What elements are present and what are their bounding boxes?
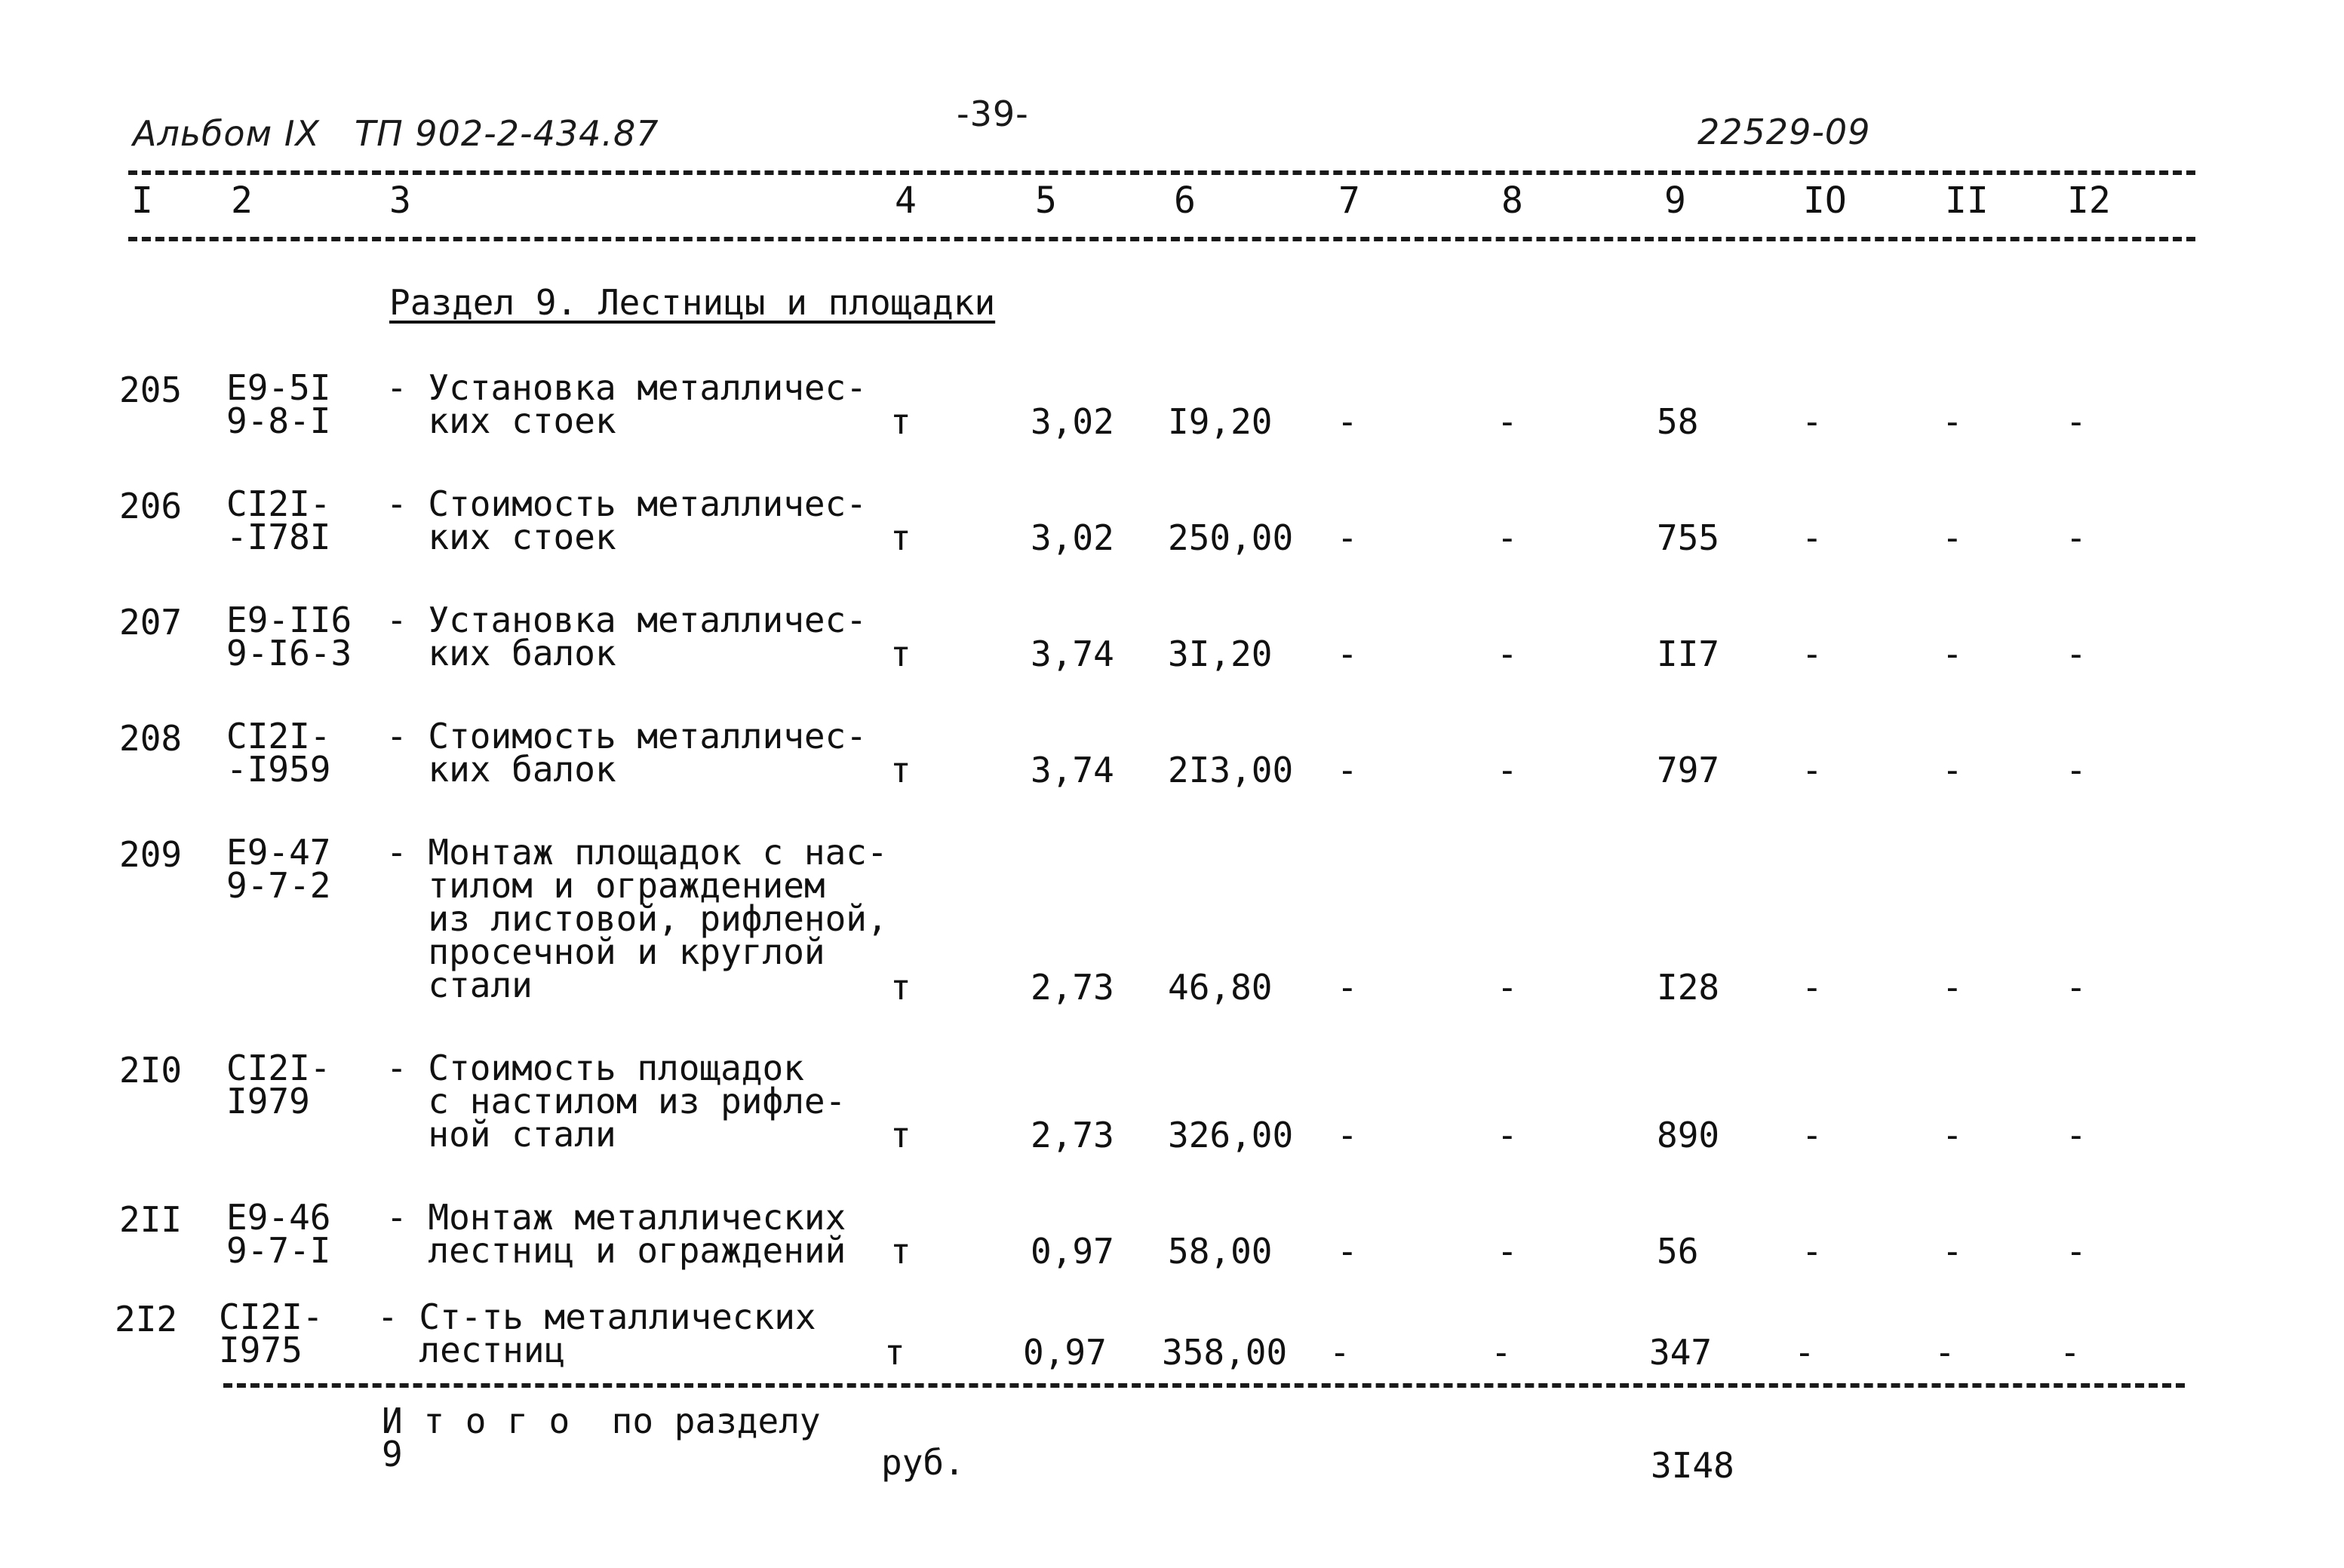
col-12-value: -: [2060, 1332, 2081, 1373]
total-cost: 797: [1657, 750, 1720, 790]
column-header: 2: [231, 180, 253, 222]
col-12-value: -: [2066, 1115, 2087, 1155]
norm-code: СI2I- -I78I: [226, 483, 331, 557]
row-number: 206: [119, 486, 183, 526]
col-8-value: -: [1497, 517, 1518, 558]
col-10-value: -: [1802, 1231, 1823, 1272]
col-10-value: -: [1802, 967, 1823, 1008]
quantity: 3,74: [1031, 634, 1114, 674]
norm-code: Е9-II6 9-I6-3: [226, 600, 352, 674]
col-11-value: -: [1942, 967, 1963, 1008]
col-11-value: -: [1942, 750, 1963, 790]
total-cost: 347: [1649, 1332, 1713, 1373]
section-title: Раздел 9. Лестницы и площадки: [389, 282, 996, 323]
total-unit: руб.: [881, 1442, 965, 1483]
unit: т: [890, 634, 911, 674]
col-12-value: -: [2066, 967, 2087, 1008]
col-8-value: -: [1497, 750, 1518, 790]
unit-price: 46,80: [1168, 967, 1273, 1008]
col-11-value: -: [1942, 517, 1963, 558]
col-12-value: -: [2066, 750, 2087, 790]
unit: т: [890, 1231, 911, 1272]
col-12-value: -: [2066, 634, 2087, 674]
total-rule: [223, 1383, 2185, 1388]
work-description: - Стоимость металличес- ких стоек: [386, 483, 867, 557]
unit-price: 2I3,00: [1168, 750, 1294, 790]
total-cost: 755: [1657, 517, 1720, 558]
col-10-value: -: [1802, 634, 1823, 674]
unit: т: [890, 401, 911, 442]
column-header: 6: [1174, 180, 1196, 222]
col-12-value: -: [2066, 1231, 2087, 1272]
total-label: И т о г о по разделу 9: [382, 1401, 821, 1474]
col-8-value: -: [1497, 401, 1518, 442]
col-10-value: -: [1802, 750, 1823, 790]
norm-code: СI2I- I979: [226, 1048, 331, 1122]
work-description: - Установка металличес- ких стоек: [386, 367, 867, 441]
unit: т: [890, 967, 911, 1008]
col-12-value: -: [2066, 401, 2087, 442]
column-header: 7: [1338, 180, 1360, 222]
row-number: 2I0: [119, 1050, 183, 1091]
norm-code: Е9-46 9-7-I: [226, 1197, 331, 1271]
column-header: 3: [389, 180, 411, 222]
unit: т: [884, 1332, 905, 1373]
header-bottom-rule: [128, 237, 2195, 241]
column-header: 4: [895, 180, 917, 222]
quantity: 3,02: [1031, 517, 1114, 558]
total-cost: 58: [1657, 401, 1699, 442]
col-12-value: -: [2066, 517, 2087, 558]
col-7-value: -: [1337, 634, 1358, 674]
col-7-value: -: [1337, 967, 1358, 1008]
column-header: IO: [1803, 180, 1847, 222]
col-10-value: -: [1802, 517, 1823, 558]
unit: т: [890, 750, 911, 790]
col-7-value: -: [1337, 1115, 1358, 1155]
unit-price: 58,00: [1168, 1231, 1273, 1272]
work-description: - Стоимость площадок с настилом из рифле- ной стали: [386, 1048, 846, 1155]
unit-price: 326,00: [1168, 1115, 1294, 1155]
col-11-value: -: [1942, 634, 1963, 674]
norm-code: Е9-47 9-7-2: [226, 832, 331, 906]
col-11-value: -: [1934, 1332, 1955, 1373]
col-11-value: -: [1942, 1231, 1963, 1272]
col-8-value: -: [1497, 1115, 1518, 1155]
row-number: 209: [119, 834, 183, 875]
col-8-value: -: [1497, 1231, 1518, 1272]
unit-price: 358,00: [1162, 1332, 1288, 1373]
col-7-value: -: [1337, 517, 1358, 558]
norm-code: Е9-5I 9-8-I: [226, 367, 331, 441]
page-number: -39-: [957, 94, 1029, 134]
col-10-value: -: [1802, 1115, 1823, 1155]
document-number: 22529-09: [1697, 112, 1871, 152]
col-7-value: -: [1329, 1332, 1350, 1373]
total-cost: I28: [1657, 967, 1720, 1008]
unit-price: 250,00: [1168, 517, 1294, 558]
unit: т: [890, 1115, 911, 1155]
col-7-value: -: [1337, 401, 1358, 442]
quantity: 2,73: [1031, 967, 1114, 1008]
total-cost: 890: [1657, 1115, 1720, 1155]
quantity: 2,73: [1031, 1115, 1114, 1155]
column-header: 9: [1664, 180, 1686, 222]
row-number: 207: [119, 602, 183, 643]
album-label: Альбом IX: [133, 113, 320, 154]
total-cost: 56: [1657, 1231, 1699, 1272]
column-header: I2: [2067, 180, 2111, 222]
col-11-value: -: [1942, 401, 1963, 442]
col-8-value: -: [1497, 634, 1518, 674]
col-8-value: -: [1491, 1332, 1512, 1373]
unit-price: 3I,20: [1168, 634, 1273, 674]
unit: т: [890, 517, 911, 558]
work-description: - Монтаж металлических лестниц и ограждений: [386, 1197, 846, 1271]
work-description: - Монтаж площадок с нас- тилом и ограждением из листовой, рифленой, просечной и круглой стали: [386, 832, 888, 1005]
col-7-value: -: [1337, 1231, 1358, 1272]
col-10-value: -: [1794, 1332, 1815, 1373]
quantity: 0,97: [1023, 1332, 1107, 1373]
column-header: II: [1945, 180, 1989, 222]
work-description: - Установка металличес- ких балок: [386, 600, 867, 674]
col-8-value: -: [1497, 967, 1518, 1008]
norm-code: СI2I- -I959: [226, 716, 331, 790]
col-10-value: -: [1802, 401, 1823, 442]
project-number: ТП 902-2-434.87: [355, 113, 659, 154]
header-top-rule: [128, 170, 2195, 175]
row-number: 2I2: [115, 1299, 178, 1339]
quantity: 0,97: [1031, 1231, 1114, 1272]
column-header: 8: [1501, 180, 1523, 222]
work-description: - Стоимость металличес- ких балок: [386, 716, 867, 790]
row-number: 2II: [119, 1199, 183, 1240]
quantity: 3,02: [1031, 401, 1114, 442]
col-7-value: -: [1337, 750, 1358, 790]
column-header: 5: [1035, 180, 1057, 222]
work-description: - Ст-ть металлических лестниц: [377, 1296, 816, 1370]
row-number: 208: [119, 718, 183, 759]
total-cost: II7: [1657, 634, 1720, 674]
total-value: 3I48: [1651, 1445, 1734, 1486]
quantity: 3,74: [1031, 750, 1114, 790]
unit-price: I9,20: [1168, 401, 1273, 442]
norm-code: СI2I- I975: [219, 1296, 324, 1370]
column-header: I: [131, 180, 153, 222]
col-11-value: -: [1942, 1115, 1963, 1155]
row-number: 205: [119, 370, 183, 410]
